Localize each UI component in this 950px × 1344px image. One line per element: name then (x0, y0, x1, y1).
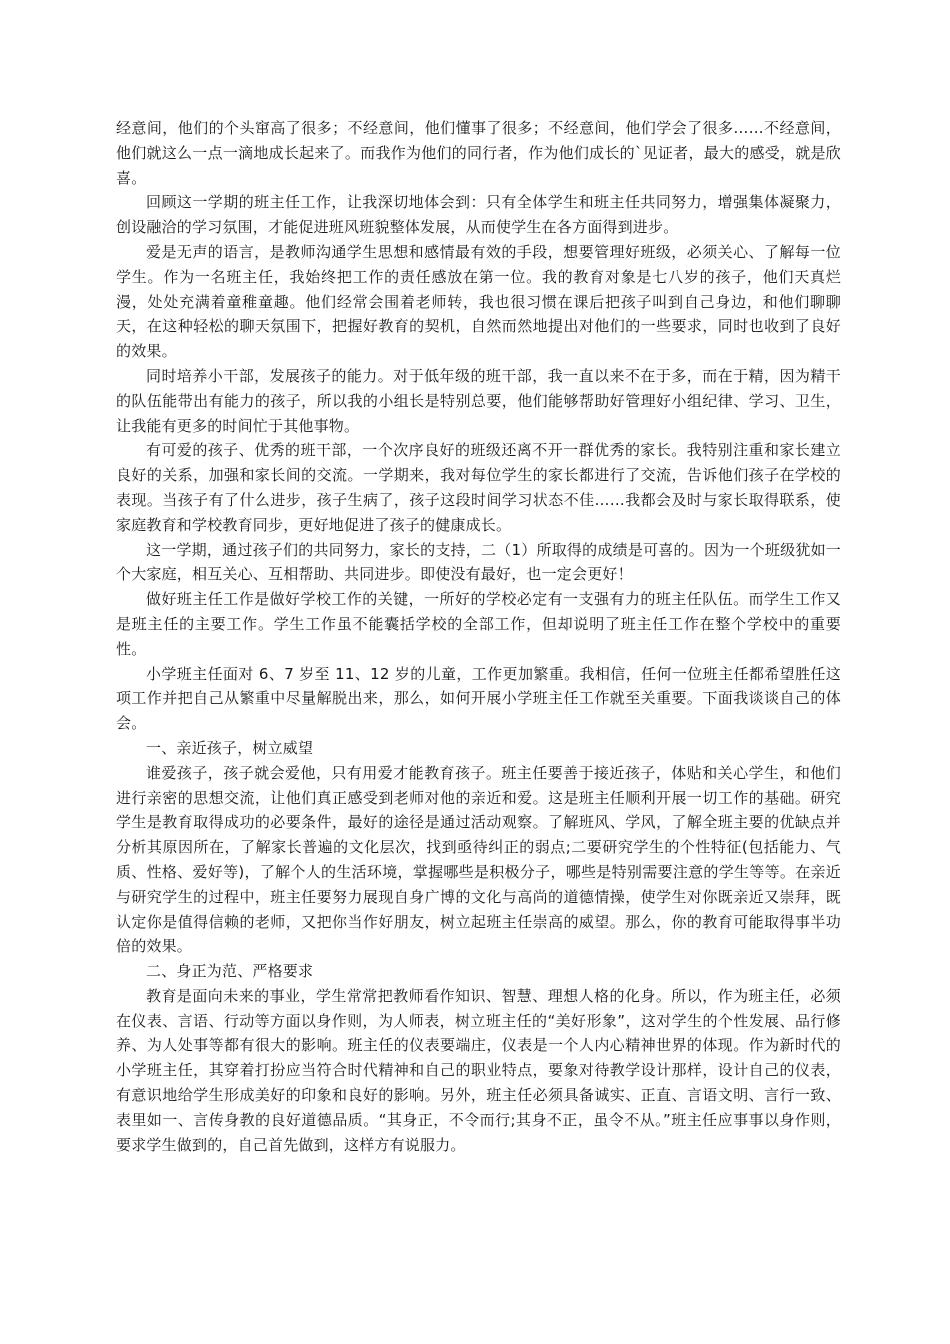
paragraph: 做好班主任工作是做好学校工作的关键，一所好的学校必定有一支强有力的班主任队伍。而学生工作又是班主任的主要工作。学生工作虽不能囊括学校的全部工作，但却说明了班主任工作在整个学校中的重要性。 (116, 590, 841, 658)
paragraph: 同时培养小干部，发展孩子的能力。对于低年级的班干部，我一直以来不在于多，而在于精，因为精干的队伍能带出有能力的孩子，所以我的小组长是特别总要，他们能够帮助好管理好小组纪律、学习、卫生，让我能有更多的时间忙于其他事物。 (116, 366, 841, 435)
paragraph: 谁爱孩子，孩子就会爱他，只有用爱才能教育孩子。班主任要善于接近孩子，体贴和关心学生，和他们进行亲密的思想交流，让他们真正感受到老师对他的亲近和爱。这是班主任顺利开展一切工作的基础。研究学生是教育取得成功的必要条件，最好的途径是通过活动观察。了解班风、学风，了解全班主要的优缺点并分析其原因所在，了解家长普遍的文化层次，找到亟待纠正的弱点;二要研究学生的个性特征(包括能力、气质、性格、爱好等)，了解个人的生活环境，掌握哪些是积极分子，哪些是特别需要注意的学生等等。在亲近与研究学生的过程中，班主任要努力展现自身广博的文化与高尚的道德情操，使学生对你既亲近又崇拜，既认定你是值得信赖的老师，又把你当作好朋友，树立起班主任崇高的威望。那么，你的教育可能取得事半功倍的效果。 (116, 763, 841, 956)
section-heading: 一、亲近孩子，树立威望 (146, 738, 314, 757)
paragraph-continuation: 经意间，他们的个头窜高了很多；不经意间，他们懂事了很多；不经意间，他们学会了很多……不经意间，他们就这么一点一滴地成长起来了。而我作为他们的同行者，作为他们成长的`见证者，最大的感受，就是欣喜。 (116, 119, 841, 187)
paragraph: 教育是面向未来的事业，学生常常把教师看作知识、智慧、理想人格的化身。所以，作为班主任，必须在仪表、言语、行动等方面以身作则，为人师表，树立班主任的“美好形象”，这对学生的个性发展、品行修养、为人处事等都有很大的影响。班主任的仪表要端庄，仪表是一个人内心精神世界的体现。作为新时代的小学班主任，其穿着打扮应当符合时代精神和自己的职业特点，要象对待教学设计那样，设计自己的仪表，有意识地给学生形成美好的印象和良好的影响。另外，班主任必须具备诚实、正直、言语文明、言行一致、表里如一、言传身教的良好道德品质。“其身正，不令而行;其身不正，虽令不从。”班主任应事事以身作则，要求学生做到的，自己首先做到，这样方有说服力。 (116, 986, 841, 1154)
paragraph: 这一学期，通过孩子们的共同努力，家长的支持，二（1）所取得的成绩是可喜的。因为一个班级犹如一个大家庭，相互关心、互相帮助、共同进步。即使没有最好，也一定会更好！ (116, 540, 841, 584)
paragraph: 爱是无声的语言，是教师沟通学生思想和感情最有效的手段，想要管理好班级，必须关心、了解每一位学生。作为一名班主任，我始终把工作的责任感放在第一位。我的教育对象是七八岁的孩子，他们天真烂漫，处处充满着童稚童趣。他们经常会围着老师转，我也很习惯在课后把孩子叫到自己身边，和他们聊聊天，在这种轻松的聊天氛围下，把握好教育的契机，自然而然地提出对他们的一些要求，同时也收到了良好的效果。 (116, 242, 841, 361)
paragraph: 有可爱的孩子、优秀的班干部，一个次序良好的班级还离不开一群优秀的家长。我特别注重和家长建立良好的关系，加强和家长间的交流。一学期来，我对每位学生的家长都进行了交流，告诉他们孩子在学校的表现。当孩子有了什么进步，孩子生病了，孩子这段时间学习状态不佳……我都会及时与家长取得联系，使家庭教育和学校教育同步，更好地促进了孩子的健康成长。 (116, 441, 841, 534)
document-page (116, 116, 841, 1157)
paragraph: 小学班主任面对 6、7 岁至 11、12 岁的儿童，工作更加繁重。我相信，任何一位班主任都希望胜任这项工作并把自己从繁重中尽量解脱出来，那么，如何开展小学班主任工作就至关重要。下面我谈谈自己的体会。 (116, 664, 841, 733)
section-heading: 二、身正为范、严格要求 (146, 962, 314, 981)
paragraph: 回顾这一学期的班主任工作，让我深切地体会到：只有全体学生和班主任共同努力，增强集体凝聚力，创设融洽的学习氛围，才能促进班风班貌整体发展，从而使学生在各方面得到进步。 (116, 193, 841, 237)
